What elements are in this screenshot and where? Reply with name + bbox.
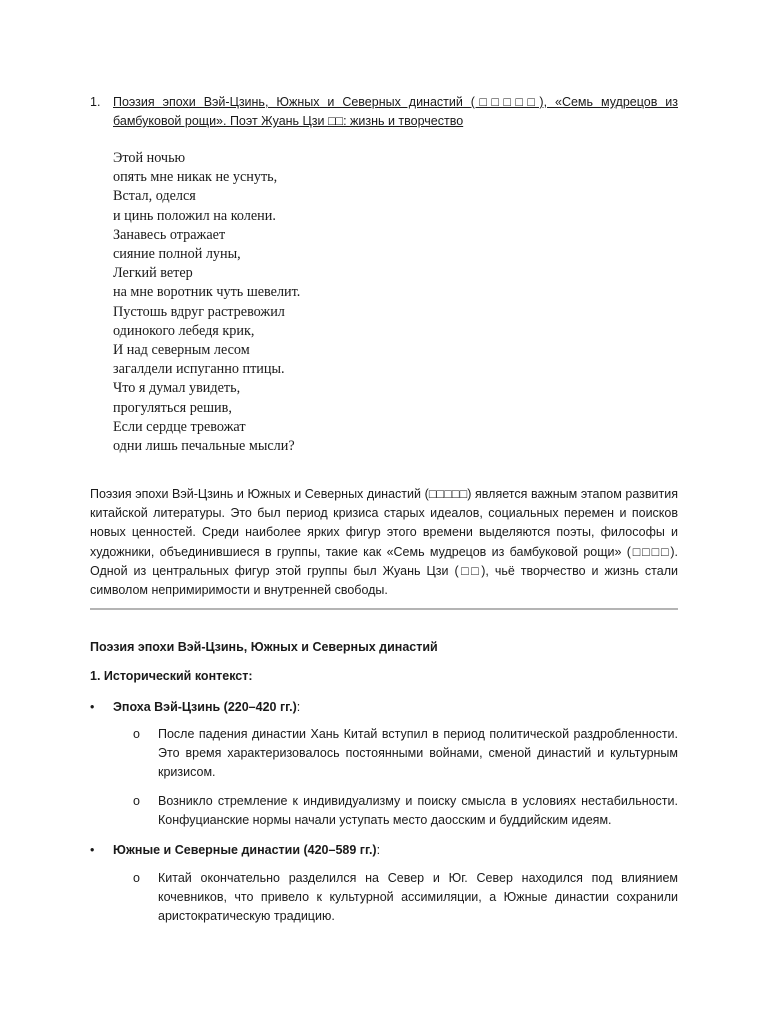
poem-line: Занавесь отражает: [113, 226, 226, 243]
bullet-icon: •: [90, 700, 95, 714]
poem-line: Встал, оделся: [113, 188, 196, 205]
sub-bullet-item: [133, 869, 678, 927]
poem-line: Если сердце тревожат: [113, 418, 246, 435]
bullet-icon: •: [90, 843, 95, 857]
sub-bullet-text: Китай окончательно разделился на Север и Юг. Север находился под влиянием кочевников, что привело к культурной ассимиляции, а Южные династии сохранили аристократическую традицию.: [158, 871, 678, 924]
poem-line: и цинь положил на колени.: [113, 207, 276, 224]
heading-link-text[interactable]: Поэзия эпохи Вэй-Цзинь, Южных и Северных династий (□□□□□), «Семь мудрецов из бамбуковой рощи». Поэт Жуань Цзи □□: жизнь и творчество: [113, 95, 678, 128]
poem-line: прогуляться решив,: [113, 399, 232, 416]
poem: [113, 149, 513, 456]
sub-bullet-icon: o: [133, 794, 140, 808]
poem-line: одни лишь печальные мысли?: [113, 438, 295, 455]
sub-bullet-icon: o: [133, 727, 140, 741]
era-suffix: :: [296, 700, 301, 714]
poem-line: Этой ночью: [113, 150, 186, 166]
poem-line: на мне воротник чуть шевелит.: [113, 284, 301, 301]
poem-line: Пустошь вдруг растревожил: [113, 303, 285, 320]
era-suffix: :: [376, 843, 381, 857]
sub-bullet-icon: o: [133, 871, 140, 885]
sub-bullet-text: После падения династии Хань Китай вступил в период политической раздробленности. Это время характеризовалось постоянными войнами, сменой династий и культурным кризисом.: [158, 727, 678, 780]
intro-paragraph: Поэзия эпохи Вэй-Цзинь и Южных и Северных династий (□□□□□) является важным этапом развития китайской литературы. Это был период кризиса старых идеалов, социальных перемен и поисков новых ценностей. Среди наиболее ярких фигур этого времени выделяются поэты, философы и художники, объединившиеся в группы, такие как «Семь мудрецов из бамбуковой рощи» (□□□□). Одной из центральных фигур этой группы был Жуань Цзи (□□), чьё творчество и жизнь стали символом непримиримости и внутренней свободы.: [90, 487, 678, 598]
sub-bullet-item: [133, 792, 678, 830]
era-label: Эпоха Вэй-Цзинь (220–420 гг.): [113, 700, 297, 714]
poem-line: И над северным лесом: [113, 342, 250, 359]
section-title: Поэзия эпохи Вэй-Цзинь, Южных и Северных династий: [90, 640, 438, 654]
sub-bullet-text: Возникло стремление к индивидуализму и поиску смысла в условиях нестабильности. Конфуцианские нормы начали уступать место даосским и буддийским идеям.: [158, 794, 678, 828]
poem-line: Что я думал увидеть,: [113, 380, 241, 397]
era-label: Южные и Северные династии (420–589 гг.): [113, 843, 377, 857]
poem-line: Легкий ветер: [113, 265, 193, 282]
bullet-item-wei-jin: [90, 698, 678, 717]
poem-line: одинокого лебедя крик,: [113, 322, 255, 339]
bullet-item-southern-northern: [90, 841, 678, 860]
horizontal-divider: [90, 608, 678, 610]
poem-line: загалдели испуганно птицы.: [113, 361, 285, 378]
poem-line: опять мне никак не уснуть,: [113, 169, 278, 186]
sub-bullet-item: [133, 725, 678, 783]
heading-number: 1.: [90, 95, 101, 109]
poem-line: сияние полной луны,: [113, 246, 241, 263]
section-subtitle: 1. Исторический контекст:: [90, 669, 253, 683]
numbered-heading: [90, 93, 678, 131]
